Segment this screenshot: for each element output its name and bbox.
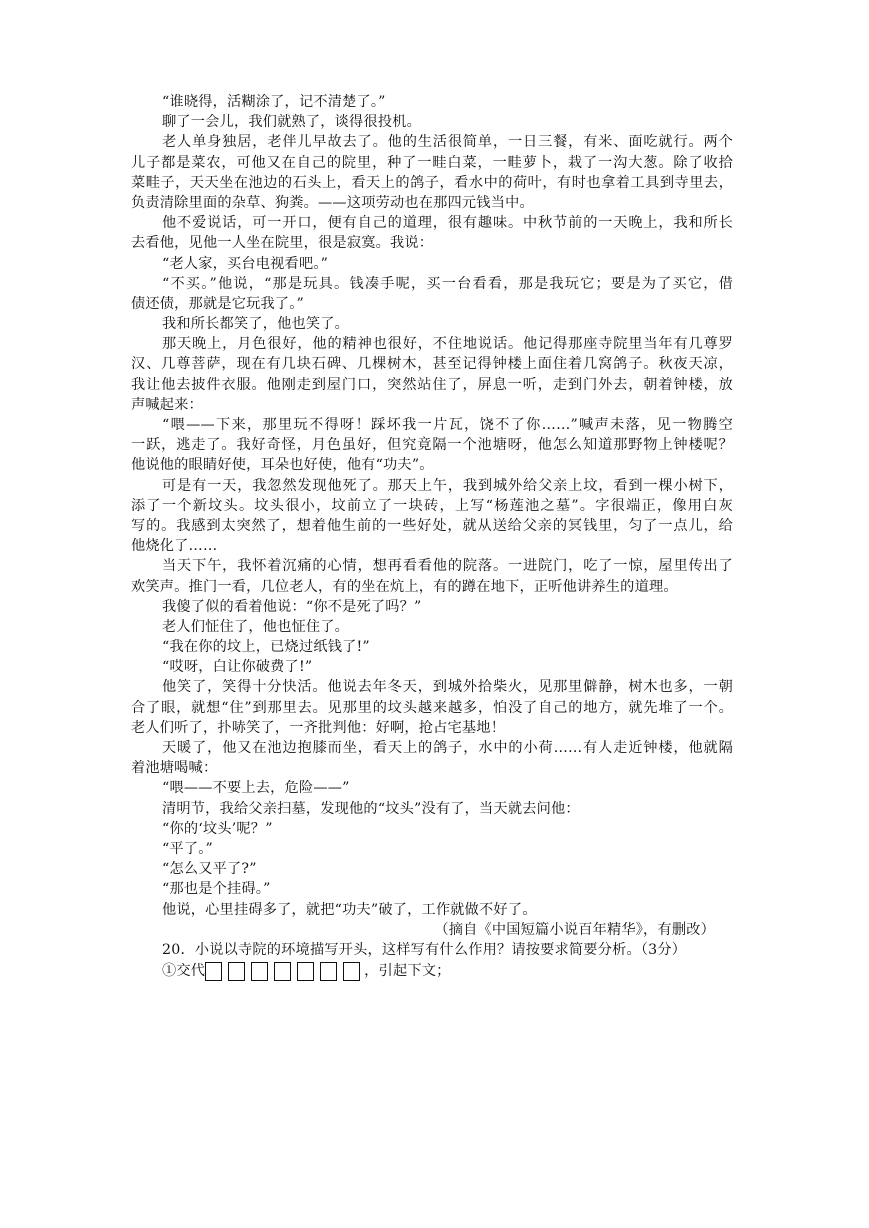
text-line: 我傻了似的看着他说：“你不是死了吗？” [162, 598, 422, 615]
text-line: 那天晚上，月色很好，他的精神也很好，不住地说话。他记得那座寺院里当年有几尊罗 [162, 336, 733, 353]
text-line: 合了眼，就想“住”到那里去。见那里的坟头越来越多，怕没了自己的地方，就先堆了一个。 [131, 699, 733, 716]
question-20: 20．小说以寺院的环境描写开头，这样写有什么作用？请按要求简要分析。（3分） [162, 941, 687, 958]
answer-box[interactable] [297, 962, 314, 981]
answer-box[interactable] [205, 962, 222, 981]
text-line: 着池塘喝喊： [131, 760, 218, 777]
text-line: 老人们听了，扑哧笑了，一齐批判他：好啊，抢占宅基地！ [131, 719, 506, 736]
text-line: 去看他，见他一人坐在院里，很是寂寞。我说： [131, 235, 434, 252]
text-line: 他不爱说话，可一开口，便有自己的道理，很有趣味。中秋节前的一天晚上，我和所长 [162, 215, 733, 232]
text-line: 欢笑声。推门一看，几位老人，有的坐在炕上，有的蹲在地下，正听他讲养生的道理。 [131, 578, 678, 595]
answer-box[interactable] [274, 962, 291, 981]
text-line: 他笑了，笑得十分快活。他说去年冬天，到城外拾柴火，见那里僻静，树木也多，一朝 [162, 679, 733, 696]
answer-suffix: ，引起下文； [364, 963, 451, 980]
answer-box[interactable] [320, 962, 337, 981]
text-line: “平了。” [162, 840, 213, 857]
text-line: “不买。”他说，“那是玩具。钱凑手呢，买一台看看，那是我玩它；要是为了买它，借 [162, 275, 733, 292]
text-line: 我和所长都笑了，他也笑了。 [162, 316, 350, 333]
answer-prefix: ①交代 [162, 963, 206, 980]
text-line: 儿子都是菜农，可他又在自己的院里，种了一畦白菜，一畦萝卜，栽了一沟大葱。除了收拾 [131, 154, 733, 171]
answer-boxes [205, 962, 360, 981]
text-line: 他说他的眼睛好使，耳朵也好使，他有“功夫”。 [131, 457, 434, 474]
text-line: 当天下午，我怀着沉痛的心情，想再看看他的院落。一进院门，吃了一惊，屋里传出了 [162, 558, 733, 575]
text-line: “哎呀，白让你破费了!” [162, 659, 313, 676]
text-line: 他烧化了…… [131, 538, 218, 555]
text-line: “我在你的坟上，已烧过纸钱了!” [162, 639, 370, 656]
text-line: “老人家，买台电视看吧。” [162, 255, 329, 272]
answer-box[interactable] [251, 962, 268, 981]
text-line: 清明节，我给父亲扫墓，发现他的“坟头”没有了，当天就去问他： [162, 800, 580, 817]
text-line: 汉、几尊菩萨，现在有几块石碑、几棵树木，甚至记得钟楼上面住着几窝鸽子。秋夜天凉， [131, 356, 733, 373]
text-line: “谁晓得，活糊涂了，记不清楚了。” [162, 94, 386, 110]
text-line: 他说，心里挂碍多了，就把“功夫”破了，工作就做不好了。 [162, 901, 537, 918]
answer-box[interactable] [228, 962, 245, 981]
text-line: 负责清除里面的杂草、狗粪。——这项劳动也在那四元钱当中。 [131, 194, 534, 211]
text-line: “那也是个挂碍。” [162, 881, 271, 898]
text-line: 天暖了，他又在池边抱膝而坐，看天上的鸽子，水中的小荷……有人走近钟楼，他就隔 [162, 740, 733, 756]
source-citation: （摘自《中国短篇小说百年精华》，有删改） [434, 921, 715, 938]
text-line: 聊了一会儿，我们就熟了，谈得很投机。 [162, 114, 421, 131]
text-line: 债还债，那就是它玩我了。” [131, 295, 305, 312]
text-line: 添了一个新坟头。坟头很小，坟前立了一块砖，上写“杨莲池之墓”。字很端正，像用白灰 [131, 497, 733, 514]
text-line: 菜畦子，天天坐在池边的石头上，看天上的鸽子，看水中的荷叶，有时也拿着工具到寺里去， [131, 174, 733, 191]
text-line: 老人们怔住了，他也怔住了。 [162, 618, 350, 635]
text-line: 写的。我感到太突然了，想着他生前的一些好处，就从送给父亲的冥钱里，匀了一点儿，给 [131, 517, 733, 534]
document-page [131, 92, 733, 982]
answer-box[interactable] [343, 962, 360, 981]
text-line: 我让他去披件衣服。他刚走到屋门口，突然站住了，屏息一听，走到门外去，朝着钟楼，放 [131, 376, 733, 393]
text-line: “喂——不要上去，危险——” [162, 780, 350, 797]
text-line: “你的‘坟头’呢？” [162, 820, 273, 837]
text-line: 老人单身独居，老伴儿早故去了。他的生活很简单，一日三餐，有米、面吃就行。两个 [162, 134, 733, 151]
answer-line-1 [131, 960, 733, 982]
text-line: “喂——下来，那里玩不得呀！踩坏我一片瓦，饶不了你……”喊声未落，见一物腾空 [162, 417, 733, 433]
text-line: “怎么又平了?” [162, 861, 257, 878]
text-line: 一跃，逃走了。我好奇怪，月色虽好，但究竟隔一个池塘呀，他怎么知道那野物上钟楼呢？ [131, 437, 733, 454]
story-text [131, 92, 733, 920]
text-line: 声喊起来： [131, 396, 203, 413]
text-line: 可是有一天，我忽然发现他死了。那天上午，我到城外给父亲上坟，看到一棵小树下， [162, 477, 733, 494]
